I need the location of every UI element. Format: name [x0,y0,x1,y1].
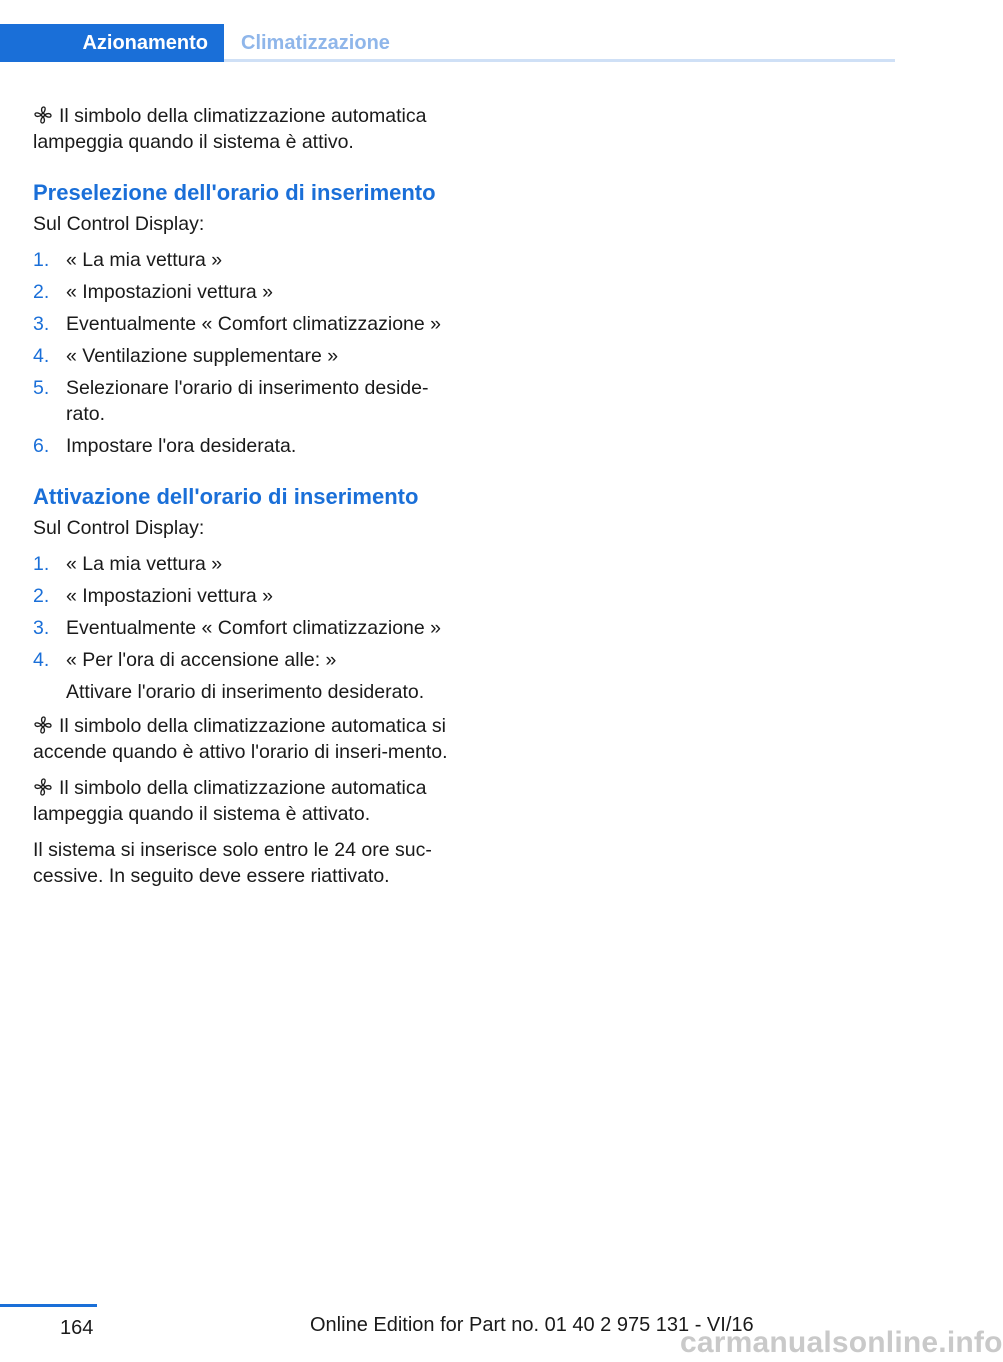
watermark: carmanualsonline.info [680,1326,1003,1359]
footer-rule [0,1304,97,1307]
page-number: 164 [60,1317,94,1339]
list-item [33,311,451,337]
note-text: Il simbolo della climatizzazione automatica lampeggia quando il sistema è attivato. [33,777,427,825]
chapter-tab: Climatizzazione [241,31,390,54]
step-number: 1. [33,553,50,575]
list-item [33,343,451,369]
note-text: Il simbolo della climatizzazione automatica si accende quando è attivo l'orario di inseri-mento. [33,715,448,763]
step-text: Eventualmente « Comfort climatizzazione » [66,313,442,335]
fan-icon [33,715,53,735]
header-rule [224,59,895,62]
step-text: Eventualmente « Comfort climatizzazione » [66,617,442,639]
fan-icon [33,105,53,125]
list-item [33,375,451,427]
step-text [66,647,451,705]
section-heading-preselection: Preselezione dell'orario di inserimento [33,180,436,205]
intro-text: Il simbolo della climatizzazione automatica lampeggia quando il sistema è attivo. [33,105,427,153]
step-number: 3. [33,313,50,335]
section-tab: Azionamento [0,24,224,62]
list-item [33,247,451,273]
steps-list-preselection [33,247,451,459]
note-paragraph [33,775,451,827]
step-text: « Ventilazione supplementare » [66,345,339,367]
step-note: Attivare l'orario di inserimento desiderato. [66,681,425,703]
note-paragraph: Il sistema si inserisce solo entro le 24 ore suc-cessive. In seguito deve essere riattivato. [33,839,432,887]
intro-paragraph [33,103,451,155]
list-item [33,551,451,577]
lead-text: Sul Control Display: [33,517,205,539]
list-item [33,433,451,459]
step-number: 4. [33,649,50,671]
section-heading-activation: Attivazione dell'orario di inserimento [33,484,419,509]
step-text: « Impostazioni vettura » [66,585,274,607]
step-number: 1. [33,249,50,271]
list-item [33,279,451,305]
list-item [33,615,451,641]
step-number: 5. [33,377,50,399]
step-text: « La mia vettura » [66,249,223,271]
note-paragraph [33,713,451,765]
steps-list-activation [33,551,451,705]
lead-text: Sul Control Display: [33,213,205,235]
step-text: Impostare l'ora desiderata. [66,435,297,457]
step-text: Selezionare l'orario di inserimento deside-rato. [66,377,429,425]
step-main-text: « Per l'ora di accensione alle: » [66,649,337,671]
fan-icon [33,777,53,797]
step-number: 3. [33,617,50,639]
list-item [33,583,451,609]
main-content [33,103,451,899]
step-number: 6. [33,435,50,457]
page-header [0,24,895,62]
step-number: 2. [33,585,50,607]
step-text: « La mia vettura » [66,553,223,575]
list-item [33,647,451,705]
step-text: « Impostazioni vettura » [66,281,274,303]
step-number: 4. [33,345,50,367]
edition-text: Online Edition for Part no. 01 40 2 975 131 - VI/16 [310,1314,754,1336]
step-number: 2. [33,281,50,303]
